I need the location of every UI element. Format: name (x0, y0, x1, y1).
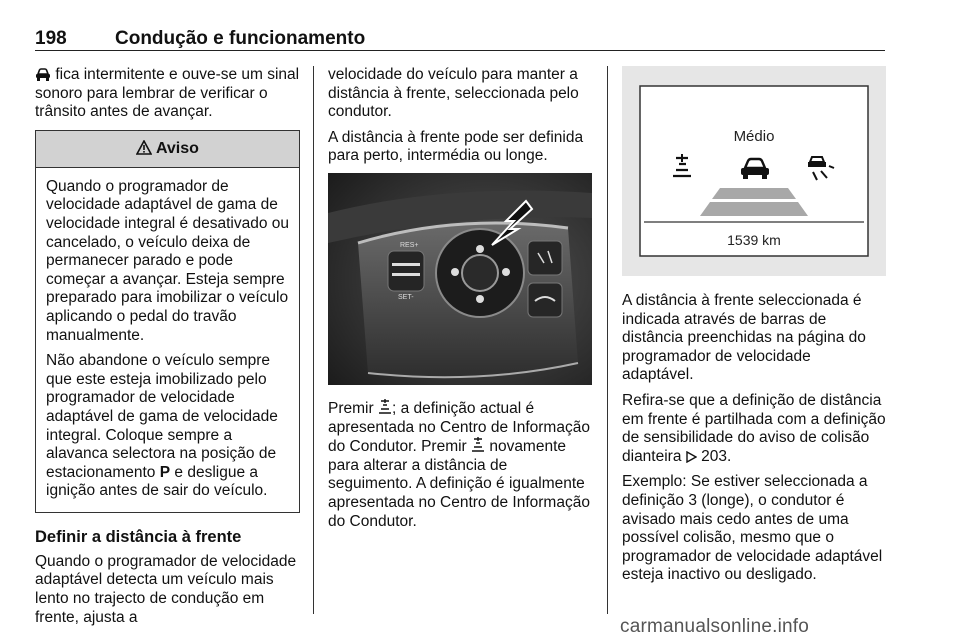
column-divider-2 (607, 66, 608, 614)
col3-paragraph-3: Exemplo: Se estiver seleccionada a definição 3 (longe), o condutor é avisado mais cedo antes de uma possível colisão, mesmo que o programador de velocidade adaptável esteja inactivo ou desligado. (622, 473, 883, 584)
distance-gap-icon (378, 399, 392, 415)
set-label: SET- (398, 293, 414, 301)
intro-text: fica intermitente e ouve-se um sinal sonoro para lembrar de verificar o trânsito antes de avançar. (35, 66, 300, 121)
col3-paragraph-1: A distância à frente seleccionada é indicada através de barras de distância preenchidas na página do programador de velocidade adaptável. (622, 292, 866, 384)
watermark: carmanualsonline.info (620, 616, 810, 637)
warning-text-a: Não abandone o veículo sempre que este esteja imobilizado pelo programador de velocidade adaptável de gama de velocidade integral. Coloque sempre a alavanca selectora na posição de estacionamento (46, 352, 278, 481)
display-mode-label: Médio (733, 128, 775, 145)
page-title: Condução e funcionamento (115, 28, 366, 49)
col2-text-b: ; a definição actual é apresentada no Centro de Informação do Condutor. Premir (328, 399, 590, 456)
warning-header (36, 131, 299, 168)
driver-info-display-illustration (622, 66, 886, 276)
column-1 (35, 66, 300, 634)
col2-text-a: Premir (328, 399, 378, 417)
car-front-icon (35, 68, 51, 81)
col2-text-c: novamente para alterar a distância de seguimento. A definição é igualmente apresentada no Centro de Informação do Condutor. (328, 438, 590, 530)
steering-wheel-photo (328, 173, 592, 385)
warning-paragraph-1: Quando o programador de velocidade adaptável de gama de velocidade integral é desativado ou cancelado, o veículo deixa de permanecer parado e pode começar a avançar. Esteja sempre preparado para imobilizar o veículo aplicando o pedal do travão manualmente. (46, 177, 290, 344)
warning-title: Aviso (155, 139, 199, 157)
res-label: RES+ (400, 241, 419, 249)
odometer-readout: 1539 km (727, 232, 781, 248)
intro-paragraph (35, 66, 300, 122)
page-reference[interactable]: 203 (701, 447, 727, 465)
col2-paragraph-2: A distância à frente pode ser definida para perto, intermédia ou longe. (328, 128, 584, 165)
col3-text-b: . (726, 447, 732, 465)
col3-paragraph-2 (622, 392, 886, 466)
section-heading: Definir a distância à frente (35, 527, 242, 546)
warning-paragraph-2 (46, 352, 289, 501)
gear-p-label: P (159, 463, 171, 481)
column-divider-1 (313, 66, 314, 614)
distance-gap-icon (471, 437, 485, 453)
warning-box (35, 130, 300, 513)
warning-text-b: e desligue a ignição antes de sair do veículo. (46, 463, 268, 500)
column-2 (328, 66, 592, 538)
page-reference-icon (686, 451, 697, 463)
col3-text-a: Refira-se que a definição de distância em frente é partilhada com a definição de sensibilidade do aviso de colisão dianteira (622, 391, 886, 465)
page-number: 198 (35, 28, 67, 49)
steering-wheel-illustration (328, 173, 592, 385)
col2-paragraph-3 (328, 399, 592, 531)
column-3 (622, 66, 886, 592)
col2-paragraph-1: velocidade do veículo para manter a distância à frente, seleccionada pelo condutor. (328, 66, 579, 121)
section-paragraph: Quando o programador de velocidade adaptável detecta um veículo mais lento no trajecto de condução em frente, ajusta a (35, 552, 297, 626)
warning-body (36, 168, 299, 512)
page-header (35, 28, 885, 51)
display-screen (622, 66, 886, 276)
warning-triangle-icon (136, 140, 152, 155)
